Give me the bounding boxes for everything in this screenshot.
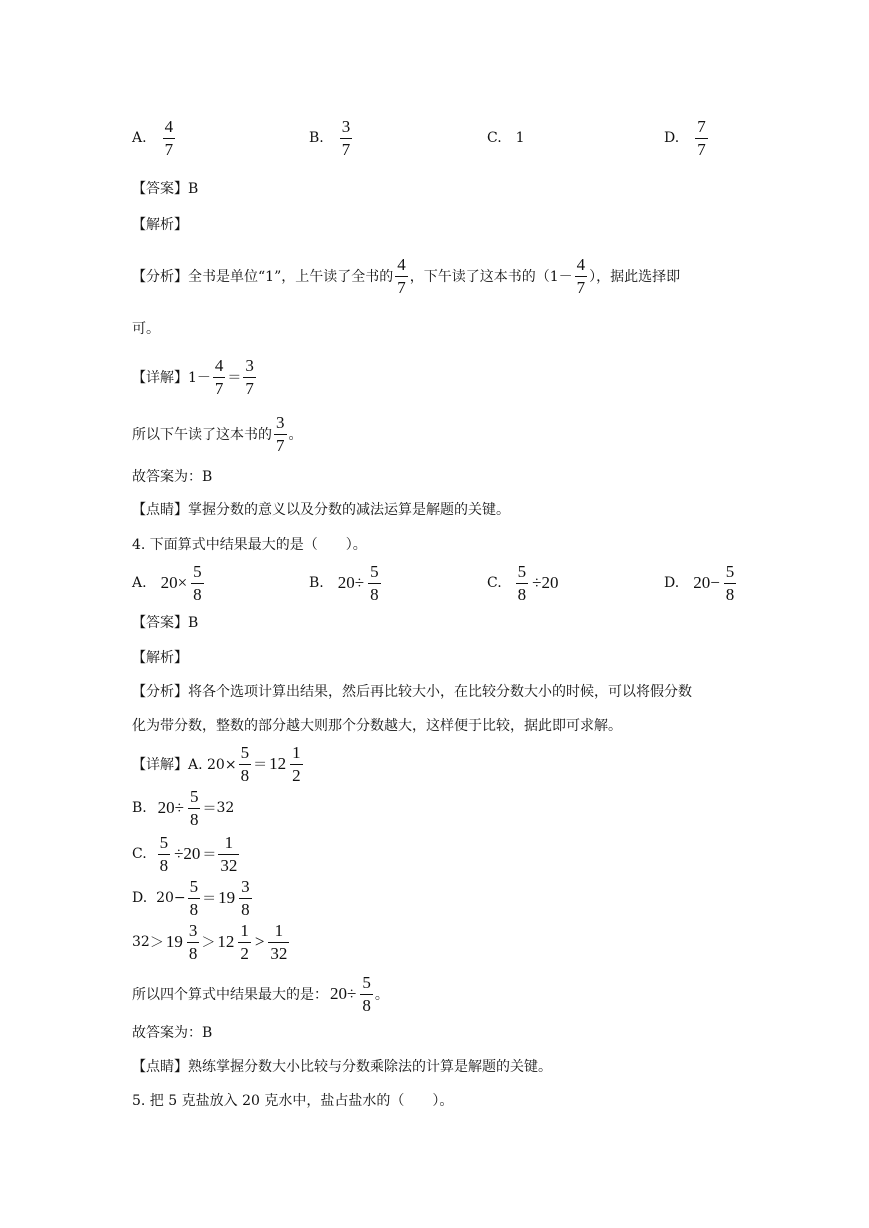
fraction: $\frac{5}{8}$ xyxy=(189,877,199,919)
mixed-number xyxy=(215,922,253,963)
fraction: $\frac{1}{2}$ xyxy=(240,921,249,963)
q5-question: 5. 把 5 克盐放入 20 克水中，盐占盐水的（ ）。 xyxy=(132,1093,454,1109)
q3-suoyi xyxy=(132,414,303,455)
fraction: $\frac{3}{8}$ xyxy=(188,921,198,963)
text: B. xyxy=(132,800,156,817)
q4-guda: 故答案为：B xyxy=(132,1025,213,1041)
option-label: C. xyxy=(487,130,502,146)
fraction: $\frac{5}{8}$ xyxy=(362,973,371,1015)
fraction: $\frac{5}{8}$ xyxy=(189,787,199,829)
expr: ÷20 xyxy=(174,844,201,864)
fraction: $\frac{1}{32}$ xyxy=(270,921,288,963)
text: 所以下午读了这本书的 xyxy=(132,427,272,444)
whole: 19 xyxy=(218,888,236,908)
text: 。 xyxy=(374,987,389,1004)
q4-xiangjie-d xyxy=(132,878,254,919)
q4-option-b xyxy=(309,563,383,604)
q4-answer: 【答案】B xyxy=(132,615,199,631)
fraction: $\frac{3}{7}$ xyxy=(245,356,254,398)
expr: 20÷ xyxy=(337,573,365,593)
fraction: $\frac{5}{8}$ xyxy=(159,833,169,875)
text: ），据此选择即 xyxy=(589,269,681,286)
gt: > xyxy=(254,932,265,952)
mixed-number xyxy=(267,744,305,785)
q4-xiangjie-a xyxy=(132,744,305,785)
whole: 19 xyxy=(165,932,183,952)
text: 【详解】A. 20× xyxy=(132,757,237,774)
fraction: $\frac{4}{7}$ xyxy=(576,255,586,297)
fraction: $\frac{4}{7}$ xyxy=(397,255,406,297)
q3-answer: 【答案】B xyxy=(132,181,199,197)
fraction: $\frac{4}{7}$ xyxy=(214,356,224,398)
fraction: $\frac{5}{8}$ xyxy=(725,562,735,604)
gt: ＞ xyxy=(201,935,216,952)
q4-fenxi-2: 化为带分数，整数的部分越大则那个分数越大，这样便于比较，据此即可求解。 xyxy=(132,718,622,734)
text: 【详解】1－ xyxy=(132,370,211,387)
mixed-number xyxy=(164,922,202,963)
q4-question: 4. 下面算式中结果最大的是（ ）。 xyxy=(132,537,367,553)
fraction: $\frac{5}{8}$ xyxy=(370,562,379,604)
fraction: $\frac{1}{32}$ xyxy=(220,833,238,875)
text: C. xyxy=(132,846,156,863)
value: 32 xyxy=(132,934,150,951)
q3-guda: 故答案为：B xyxy=(132,469,213,485)
text: D. 20− xyxy=(132,890,186,907)
equals: ＝ xyxy=(227,370,242,387)
q4-jiexi: 【解析】 xyxy=(132,650,188,666)
fraction: $\frac{3}{7}$ xyxy=(341,117,351,159)
text: 【分析】全书是单位“1”，上午读了全书的 xyxy=(132,269,394,286)
q4-suoyi xyxy=(132,974,389,1015)
option-label: C. xyxy=(487,575,502,592)
expr: 20÷ xyxy=(330,984,357,1004)
fraction: $\frac{3}{8}$ xyxy=(241,877,250,919)
option-label: A. xyxy=(132,575,147,592)
equals: ＝ xyxy=(202,891,217,908)
equals: ＝ xyxy=(253,757,268,774)
fraction: $\frac{7}{7}$ xyxy=(697,117,706,159)
whole: 12 xyxy=(269,754,287,774)
gt: ＞ xyxy=(149,935,164,952)
q3-fenxi xyxy=(132,256,680,297)
mixed-number xyxy=(216,878,254,919)
text: 。 xyxy=(288,427,303,444)
q4-option-c xyxy=(487,563,561,604)
whole: 12 xyxy=(217,932,235,952)
q3-fenxi-cont: 可。 xyxy=(132,321,160,337)
option-label: B. xyxy=(309,575,324,592)
equals: ＝ xyxy=(202,801,217,818)
option-label: D. xyxy=(664,575,680,592)
expr: 20− xyxy=(693,573,720,593)
expr: 20× xyxy=(160,573,188,593)
q4-dianjing: 【点睛】熟练掌握分数大小比较与分数乘除法的计算是解题的关键。 xyxy=(132,1059,552,1075)
q3-option-a xyxy=(132,118,177,159)
option-label: A. xyxy=(132,130,147,147)
q4-option-a xyxy=(132,563,206,604)
text: 所以四个算式中结果最大的是： xyxy=(132,987,328,1004)
equals: ＝ xyxy=(202,847,217,864)
fraction: $\frac{5}{8}$ xyxy=(193,562,202,604)
option-label: B. xyxy=(309,130,324,147)
fraction: $\frac{5}{8}$ xyxy=(240,743,250,785)
q3-xiangjie xyxy=(132,357,258,398)
result: 32 xyxy=(216,800,235,817)
q3-jiexi: 【解析】 xyxy=(132,217,188,233)
q3-option-c xyxy=(487,130,525,146)
q4-option-d xyxy=(664,563,738,604)
expr: 20÷ xyxy=(157,798,184,818)
q4-xiangjie-b xyxy=(132,788,234,829)
q3-option-d xyxy=(664,118,710,159)
q4-comparison xyxy=(132,922,291,963)
option-label: D. xyxy=(664,130,680,147)
fraction: $\frac{3}{7}$ xyxy=(276,413,285,455)
q4-fenxi-1: 【分析】将各个选项计算出结果，然后再比较大小，在比较分数大小的时候，可以将假分数 xyxy=(132,684,692,700)
fraction: $\frac{1}{2}$ xyxy=(292,743,301,785)
q3-option-b xyxy=(309,118,354,159)
q4-xiangjie-c xyxy=(132,834,241,875)
text: ，下午读了这本书的（1－ xyxy=(409,269,573,286)
fraction: $\frac{4}{7}$ xyxy=(164,117,174,159)
expr: ÷20 xyxy=(532,573,559,593)
fraction: $\frac{5}{8}$ xyxy=(517,562,527,604)
option-value: 1 xyxy=(515,130,525,146)
q3-dianjing: 【点睛】掌握分数的意义以及分数的减法运算是解题的关键。 xyxy=(132,502,510,518)
